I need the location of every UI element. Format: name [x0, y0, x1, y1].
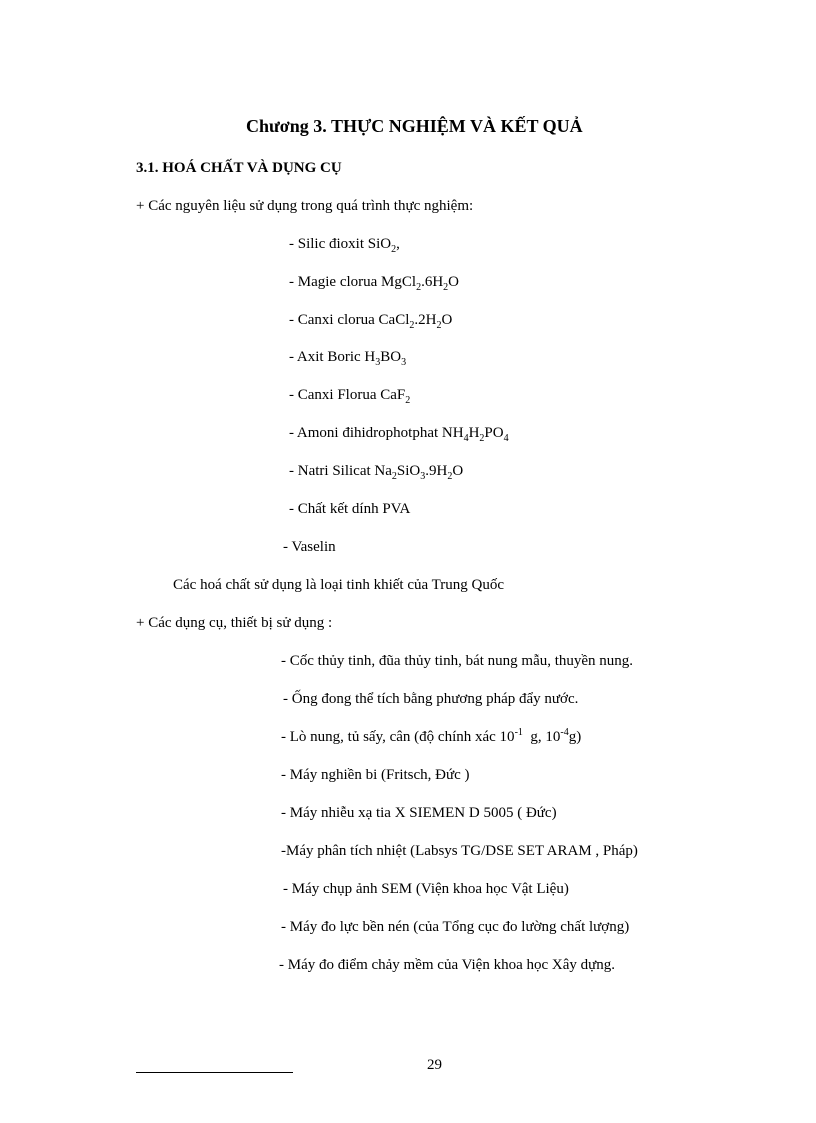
- material-item-boric-acid: - Axit Boric $H_3BO_3$: [289, 349, 407, 368]
- equipment-item-sem: - Máy chụp ảnh SEM (Viện khoa học Vật Liệu): [283, 881, 569, 897]
- equipment-item-thermal-analyzer: -Máy phân tích nhiệt (Labsys TG/DSE SET ARAM , Pháp): [281, 843, 638, 859]
- material-item-pva-binder: - Chất kết dính PVA: [289, 501, 411, 517]
- footnote-separator: [136, 1072, 293, 1073]
- equipment-item-xray-diffractometer: - Máy nhiễu xạ tia X SIEMEN D 5005 ( Đức): [281, 805, 557, 821]
- material-item-magnesium-chloride: - Magie clorua $MgCl_2.6H_2O$: [289, 274, 459, 293]
- page-number: 29: [427, 1057, 442, 1073]
- materials-intro: + Các nguyên liệu sử dụng trong quá trình thực nghiệm:: [136, 198, 474, 214]
- material-item-vaselin: - Vaselin: [283, 539, 336, 555]
- section-title: 3.1. HOÁ CHẤT VÀ DỤNG CỤ: [136, 160, 342, 176]
- equipment-item-softening-point: - Máy đo điểm chảy mềm của Viện khoa học Xây dựng.: [279, 957, 616, 973]
- material-item-silica: - Silic đioxit SiO$_2$,: [289, 236, 400, 255]
- chapter-title: Chương 3. THỰC NGHIỆM VÀ KẾT QUẢ: [246, 116, 583, 136]
- materials-note: Các hoá chất sử dụng là loại tinh khiết của Trung Quốc: [173, 577, 504, 593]
- equipment-item-ball-mill: - Máy nghiền bi (Fritsch, Đức ): [281, 767, 470, 783]
- equipment-item-compression-tester: - Máy đo lực bền nén (của Tổng cục đo lường chất lượng): [281, 919, 630, 935]
- equipment-item-measuring-cylinder: - Ống đong thể tích bằng phương pháp đẩy nước.: [283, 691, 579, 707]
- material-item-calcium-chloride: - Canxi clorua $CaCl_2.2H_2O$: [289, 312, 453, 331]
- material-item-sodium-silicate: - Natri Silicat $Na_2SiO_3.9H_2O$: [289, 463, 464, 482]
- material-item-ammonium-phosphate: - Amoni đihidrophotphat $NH_4H_2PO_4$: [289, 425, 509, 444]
- equipment-intro: + Các dụng cụ, thiết bị sử dụng :: [136, 615, 333, 631]
- equipment-item-glassware: - Cốc thủy tinh, đũa thủy tinh, bát nung mẫu, thuyền nung.: [281, 653, 634, 669]
- equipment-item-furnace-dryer-scale: - Lò nung, tủ sấy, cân (độ chính xác $10^{-1}$ g, $10^{-4}g$): [281, 727, 582, 745]
- material-item-calcium-fluoride: - Canxi Florua CaF$_2$: [289, 387, 411, 406]
